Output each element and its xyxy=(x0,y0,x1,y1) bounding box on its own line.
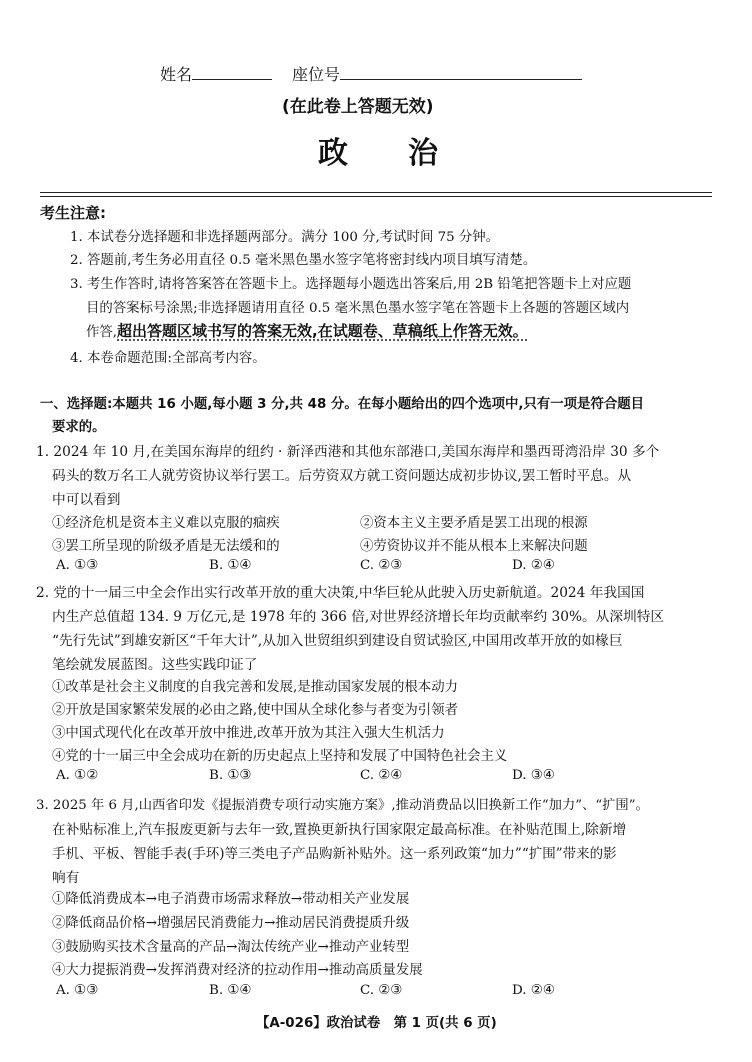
q1-statement-3: ③罢工所呈现的阶级矛盾是无法缓和的 xyxy=(52,539,280,554)
notice-item-3-line-2: 目的答案标号涂黑;非选择题请用直径 0.5 毫米黑色墨水签字笔在答题卡上各题的答题区域内 xyxy=(86,301,630,316)
q2-stem-line-1: 2. 党的十一届三中全会作出实行改革开放的重大决策,中华巨轮从此驶入历史新航道。2024 年我国国 xyxy=(36,585,645,601)
q2-stem-line-4: 笔绘就发展蓝图。这些实践印证了 xyxy=(52,657,258,673)
subject-title: 政 治 xyxy=(318,136,438,171)
seat-field xyxy=(292,62,582,85)
q2-statement-1: ①改革是社会主义制度的自我完善和发展,是推动国家发展的根本动力 xyxy=(52,680,458,695)
notice-item-1: 1. 本试卷分选择题和非选择题两部分。满分 100 分,考试时间 75 分钟。 xyxy=(70,230,500,245)
q1-statement-1: ①经济危机是资本主义难以克服的痼疾 xyxy=(52,516,280,531)
name-blank xyxy=(192,63,272,80)
q1-stem-line-1: 1. 2024 年 10 月,在美国东海岸的纽约 · 新泽西港和其他东部港口,美国东海岸和墨西哥湾沿岸 30 多个 xyxy=(36,444,660,460)
page-footer: 【A-026】政治试卷 第 1 页(共 6 页) xyxy=(256,1016,497,1031)
q3-statement-4: ④大力提振消费→发挥消费对经济的拉动作用→推动高质量发展 xyxy=(52,963,423,978)
notice-item-3-emphasis: 超出答题区域书写的答案无效,在试题卷、草稿纸上作答无效。 xyxy=(117,322,528,340)
q2-statement-4: ④党的十一届三中全会成功在新的历史起点上坚持和发展了中国特色社会主义 xyxy=(52,749,508,764)
q1-stem-line-2: 码头的数万名工人就劳资协议举行罢工。后劳资双方就工资问题达成初步协议,罢工暂时平息。从 xyxy=(52,468,632,484)
q3-statement-3: ③鼓励购买技术含量高的产品→淘汰传统产业→推动产业转型 xyxy=(52,940,410,955)
invalid-note: (在此卷上答题无效) xyxy=(282,97,434,117)
q2-option-d[interactable]: D. ③④ xyxy=(512,768,555,783)
q2-stem-line-3: “先行先试”到雄安新区“千年大计”,从加入世贸组织到建设自贸试验区,中国用改革开放的如椽巨 xyxy=(52,633,623,649)
section-heading-line-1: 一、选择题:本题共 16 小题,每小题 3 分,共 48 分。在每小题给出的四个选项中,只有一项是符合题目 xyxy=(40,397,645,412)
q3-stem-line-2: 在补贴标准上,汽车报废更新与去年一致,置换更新执行国家限定最高标准。在补贴范围上,除新增 xyxy=(52,822,627,838)
header-rule-top xyxy=(40,192,712,193)
q2-option-a[interactable]: A. ①② xyxy=(56,768,99,783)
q2-option-c[interactable]: C. ②④ xyxy=(360,768,403,783)
q3-stem-line-3: 手机、平板、智能手表(手环)等三类电子产品购新补贴外。这一系列政策“加力”“扩围”带来的影 xyxy=(52,846,617,862)
name-field xyxy=(160,62,272,85)
q3-statement-1: ①降低消费成本→电子消费市场需求释放→带动相关产业发展 xyxy=(52,892,410,907)
q2-option-b[interactable]: B. ①③ xyxy=(209,768,252,783)
q3-stem-line-1: 3. 2025 年 6 月,山西省印发《提振消费专项行动实施方案》,推动消费品以旧换新工作“加力”、“扩围”。 xyxy=(36,798,649,813)
q1-statement-2: ②资本主义主要矛盾是罢工出现的根源 xyxy=(360,516,588,531)
q2-stem-line-2: 内生产总值超 134. 9 万亿元,是 1978 年的 366 倍,对世界经济增长年均贡献率约 30%。从深圳特区 xyxy=(52,609,665,625)
q2-statement-2: ②开放是国家繁荣发展的必由之路,使中国从全球化参与者变为引领者 xyxy=(52,703,458,718)
q2-statement-3: ③中国式现代化在改革开放中推进,改革开放为其注入强大生机活力 xyxy=(52,726,445,741)
notice-item-3-line-1: 3. 考生作答时,请将答案答在答题卡上。选择题每小题选出答案后,用 2B 铅笔把答题卡上对应题 xyxy=(70,277,632,292)
q3-option-a[interactable]: A. ①③ xyxy=(56,983,99,998)
name-label: 姓名 xyxy=(160,65,193,84)
header-rule-bottom xyxy=(40,196,712,197)
q1-statement-4: ④劳资协议并不能从根本上来解决问题 xyxy=(360,539,588,554)
q1-stem-line-3: 中可以看到 xyxy=(52,492,121,508)
q3-option-c[interactable]: C. ②③ xyxy=(360,983,403,998)
notice-item-4: 4. 本卷命题范围:全部高考内容。 xyxy=(70,351,266,366)
q1-option-d[interactable]: D. ②④ xyxy=(512,558,555,573)
q3-stem-line-4: 响有 xyxy=(52,870,80,886)
seat-blank xyxy=(340,63,582,80)
notice-title: 考生注意: xyxy=(40,204,106,222)
q1-option-c[interactable]: C. ②③ xyxy=(360,558,403,573)
notice-item-3-prefix: 作答, xyxy=(86,325,118,340)
notice-item-3-line-3 xyxy=(86,320,528,341)
q3-option-b[interactable]: B. ①④ xyxy=(209,983,252,998)
q1-option-a[interactable]: A. ①③ xyxy=(56,558,99,573)
q3-statement-2: ②降低商品价格→增强居民消费能力→推动居民消费提质升级 xyxy=(52,916,410,931)
notice-item-2: 2. 答题前,考生务必用直径 0.5 毫米黑色墨水签字笔将密封线内项目填写清楚。 xyxy=(70,253,537,268)
seat-label: 座位号 xyxy=(292,65,341,84)
q1-option-b[interactable]: B. ①④ xyxy=(209,558,252,573)
q3-option-d[interactable]: D. ②④ xyxy=(512,983,555,998)
section-heading-line-2: 要求的。 xyxy=(52,420,106,435)
